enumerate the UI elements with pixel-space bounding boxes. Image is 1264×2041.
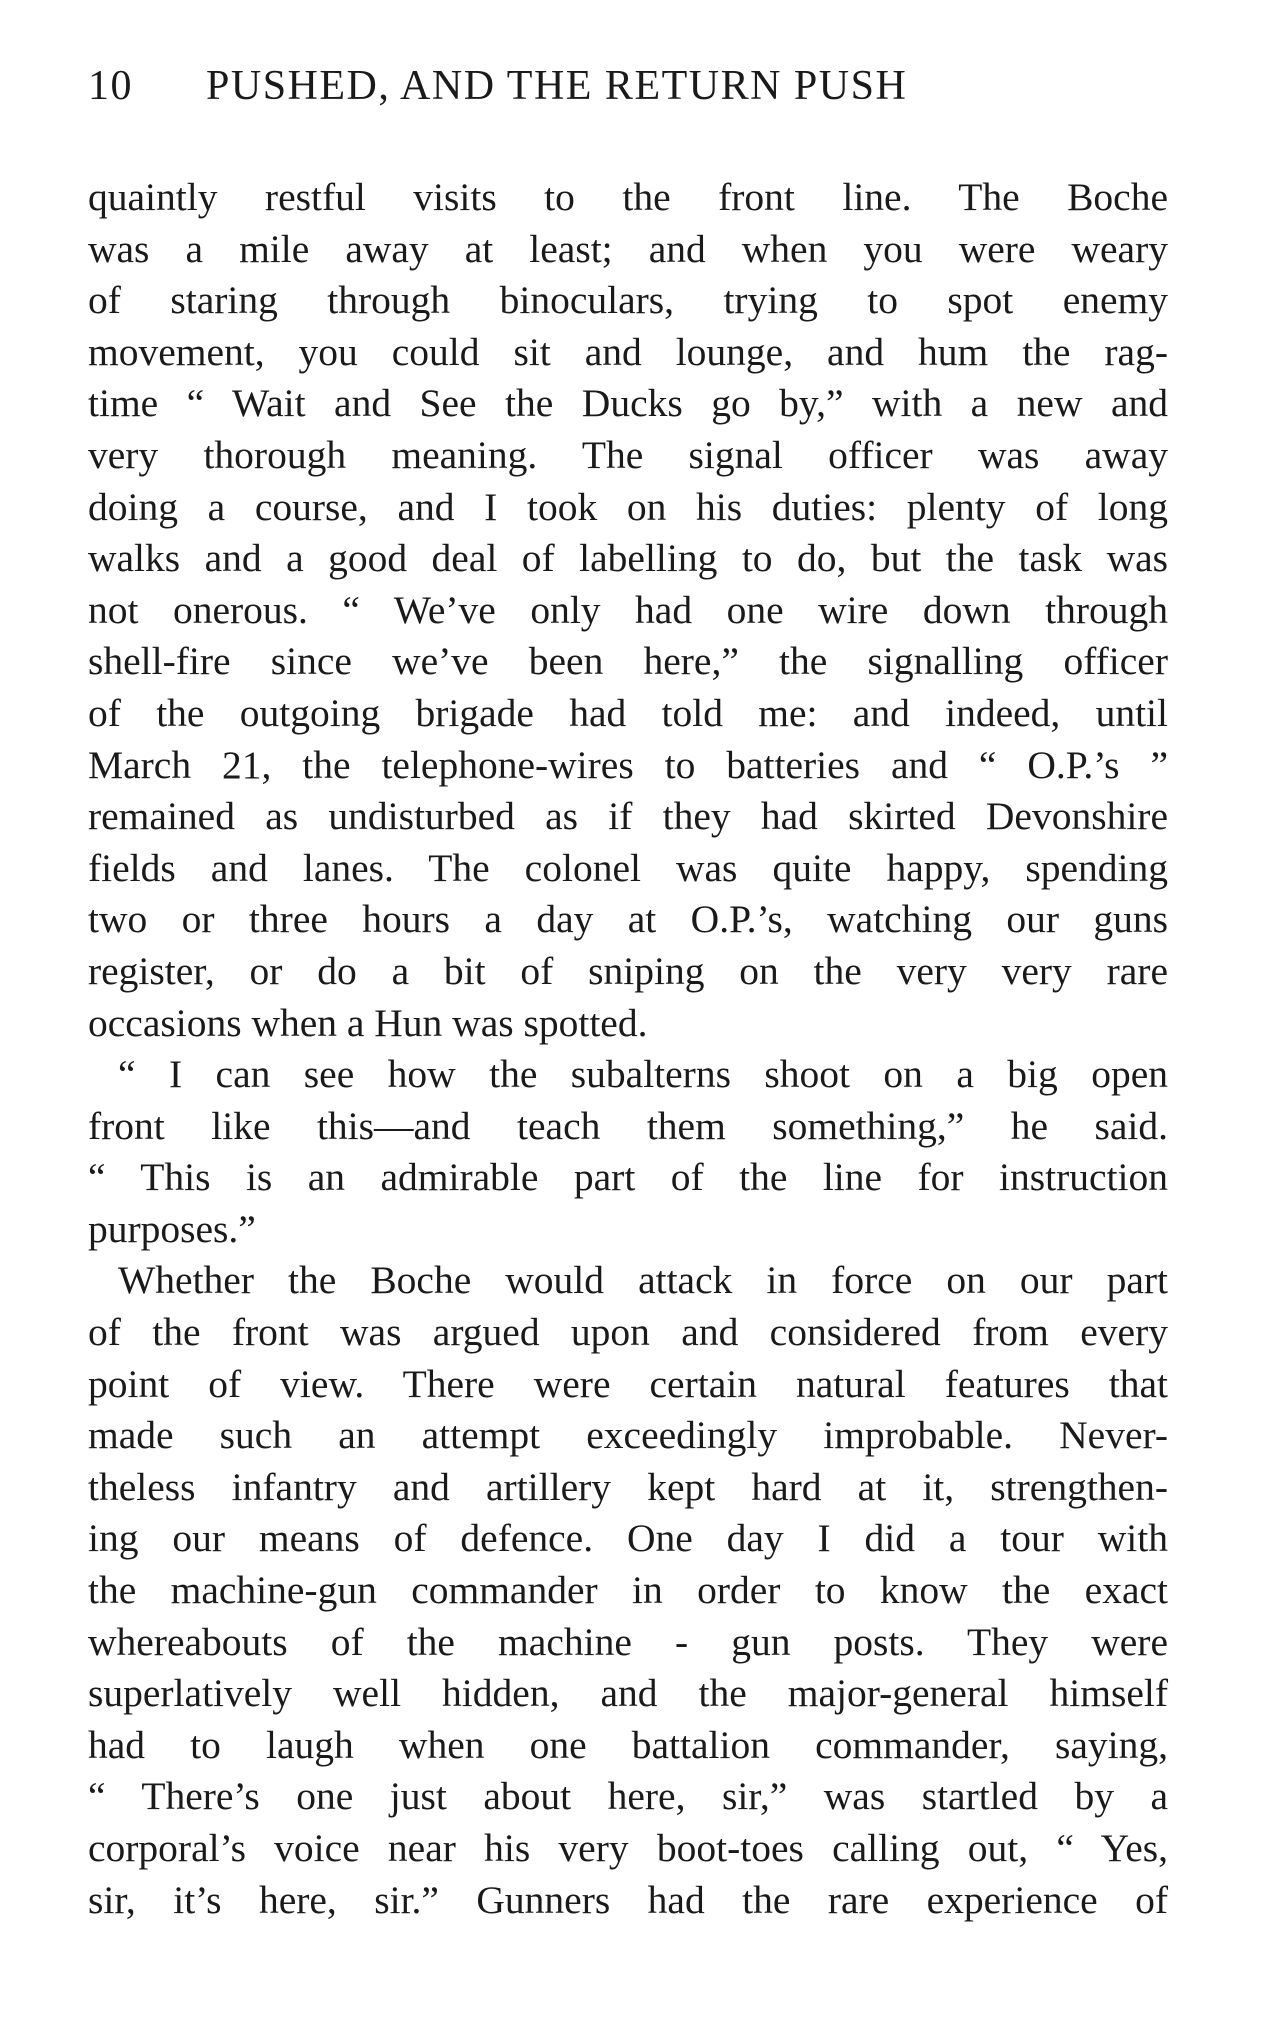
- page-number: 10: [88, 63, 133, 109]
- text-line: quaintly restful visits to the front line. The Boche: [88, 175, 1168, 219]
- text-line: occasions when a Hun was spotted.: [88, 1000, 648, 1045]
- text-line: doing a course, and I took on his duties: plenty of long: [88, 484, 1168, 529]
- text-line: Whether the Boche would attack in force on our part: [118, 1258, 1168, 1303]
- text-line: “ There’s one just about here, sir,” was startled by a: [88, 1774, 1168, 1819]
- text-line: March 21, the telephone-wires to batteries and “ O.P.’s ”: [88, 742, 1168, 787]
- text-line: had to laugh when one battalion commander, saying,: [88, 1722, 1168, 1767]
- text-line: was a mile away at least; and when you were weary: [88, 226, 1168, 271]
- text-line: ing our means of defence. One day I did a tour with: [88, 1516, 1168, 1561]
- text-line: whereabouts of the machine - gun posts. They were: [88, 1619, 1168, 1664]
- text-line: sir, it’s here, sir.” Gunners had the rare experience of: [88, 1877, 1168, 1922]
- text-line: purposes.”: [88, 1206, 256, 1251]
- text-line: “ This is an admirable part of the line for instruction: [88, 1155, 1168, 1200]
- text-line: very thorough meaning. The signal officer was away: [88, 432, 1168, 477]
- text-line: “ I can see how the subalterns shoot on a big open: [118, 1052, 1168, 1097]
- text-line: of the front was argued upon and considered from every: [88, 1310, 1168, 1355]
- text-line: made such an attempt exceedingly improbable. Never-: [88, 1413, 1168, 1458]
- text-line: of the outgoing brigade had told me: and indeed, until: [88, 690, 1168, 735]
- book-page: [88, 62, 1168, 1926]
- text-line: not onerous. “ We’ve only had one wire down through: [88, 587, 1168, 632]
- text-line: fields and lanes. The colonel was quite happy, spending: [88, 845, 1168, 890]
- body-text: [88, 172, 1168, 1926]
- text-line: point of view. There were certain natural features that: [88, 1361, 1168, 1406]
- text-line: theless infantry and artillery kept hard at it, strengthen-: [88, 1464, 1168, 1509]
- text-line: movement, you could sit and lounge, and hum the rag-: [88, 329, 1168, 374]
- text-line: register, or do a bit of sniping on the very very rare: [88, 948, 1168, 993]
- text-line: front like this—and teach them something,” he said.: [88, 1103, 1168, 1148]
- text-line: corporal’s voice near his very boot-toes calling out, “ Yes,: [88, 1826, 1168, 1870]
- text-line: time “ Wait and See the Ducks go by,” with a new and: [88, 381, 1168, 426]
- text-line: two or three hours a day at O.P.’s, watching our guns: [88, 897, 1168, 942]
- running-head: [88, 62, 1168, 132]
- text-line: remained as undisturbed as if they had skirted Devonshire: [88, 794, 1168, 839]
- text-line: walks and a good deal of labelling to do, but the task was: [88, 536, 1168, 581]
- text-line: the machine-gun commander in order to know the exact: [88, 1568, 1168, 1613]
- text-line: shell-fire since we’ve been here,” the signalling officer: [88, 639, 1168, 684]
- text-line: of staring through binoculars, trying to spot enemy: [88, 278, 1168, 323]
- text-line: superlatively well hidden, and the major-general himself: [88, 1671, 1168, 1716]
- running-title: PUSHED, AND THE RETURN PUSH: [206, 63, 908, 109]
